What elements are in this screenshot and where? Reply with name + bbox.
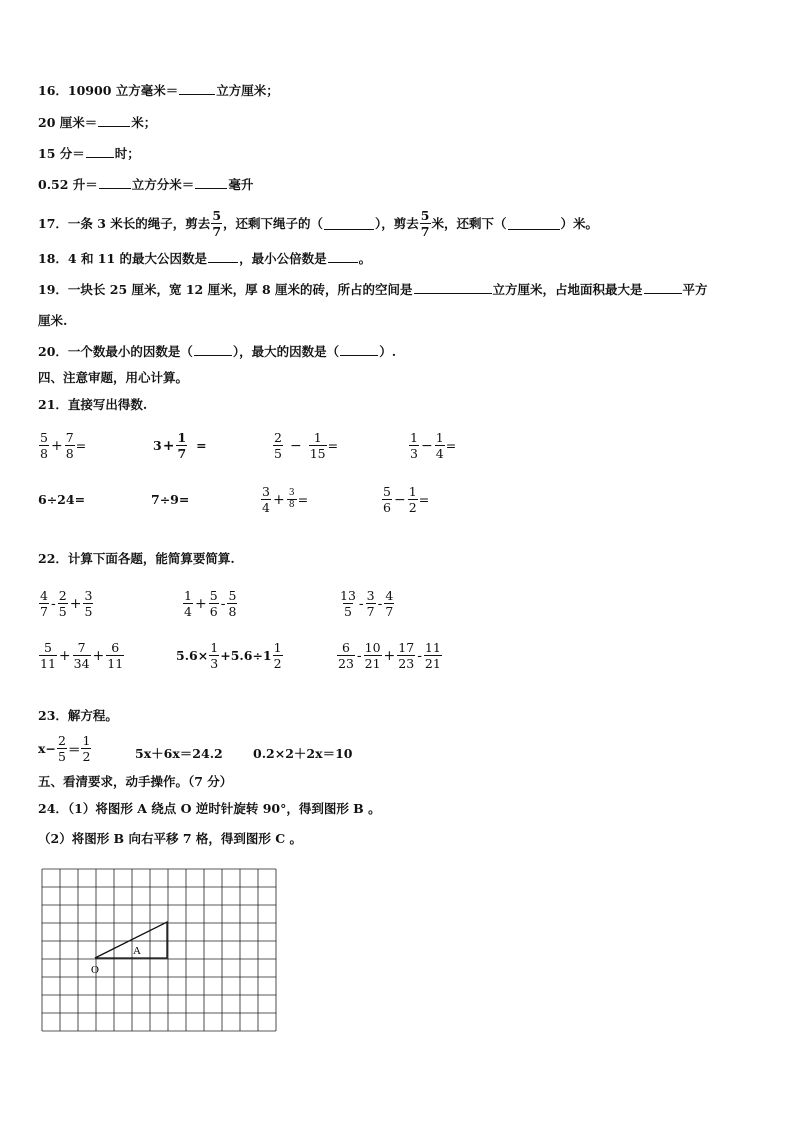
point-o-label: O	[91, 964, 99, 976]
answer-blank[interactable]	[414, 281, 492, 294]
answer-blank[interactable]	[195, 176, 227, 189]
q16-line3: 15 分＝ 时；	[38, 146, 140, 161]
q19-line2: 厘米.	[38, 313, 68, 328]
q22-expr-6: 6 23 - 10 21 + $\frac{17}{23}$ - 11 21	[338, 640, 441, 671]
answer-blank[interactable]	[328, 250, 358, 263]
answer-blank[interactable]	[99, 176, 131, 189]
q24-line2: （2）将图形 B 向右平移 7 格，得到图形 C 。	[38, 831, 303, 846]
q21-expr-8: 5 6 − $\frac{1}{2}$ =	[383, 484, 430, 515]
q22-expr-2: 1 4 + $\frac{5}{6}$ - 5 8	[184, 588, 237, 619]
q21-expr-5: 6÷24=	[38, 492, 86, 507]
q19-line1: 19．一块长 25 厘米，宽 12 厘米，厚 8 厘米的砖，所占的空间是 立方厘米，占地面积最大是 平方	[38, 282, 708, 297]
q18: 18．4 和 11 的最大公因数是 ，最小公倍数是 。	[38, 251, 372, 266]
answer-blank[interactable]	[508, 217, 560, 230]
shape-a-triangle	[95, 922, 167, 958]
answer-blank[interactable]	[208, 250, 238, 263]
q16-number: 16．	[38, 83, 68, 98]
answer-blank[interactable]	[86, 145, 114, 158]
q16-line1: 16．10900 立方毫米＝ 立方厘米；	[38, 83, 279, 98]
q20: 20．一个数最小的因数是（ ），最大的因数是（ ）.	[38, 344, 397, 359]
q16-line2: 20 厘米＝ 米；	[38, 115, 157, 130]
q22-expr-3: 13 5 - 3 7 - 4 7	[340, 588, 394, 619]
q21-expr-6: 7÷9=	[151, 492, 190, 507]
q21-expr-4: 1 3 − $\frac{1}{4}$ =	[410, 430, 457, 461]
q23-title: 23．解方程。	[38, 708, 118, 723]
grid-lines	[42, 869, 276, 1031]
grid-figure[interactable]	[41, 868, 277, 1032]
answer-blank[interactable]	[194, 343, 232, 356]
section-5-heading: 五、看清要求，动手操作。（7 分）	[38, 774, 233, 789]
q22-expr-1: 4 7 - 2 5 + $\frac{3}{5}$	[40, 588, 93, 619]
fraction: 5 7	[420, 208, 430, 239]
q21-expr-1: 5 8 + $\frac{7}{8}$ =	[40, 430, 87, 461]
q23-equation-2: 5x＋6x＝24.2	[135, 746, 223, 761]
q22-title: 22．计算下面各题，能简算要简算.	[38, 551, 235, 566]
answer-blank[interactable]	[179, 82, 215, 95]
q22-expr-5: 5.6× $\frac{1}{3}$ +5.6÷1 1 2	[176, 640, 282, 671]
shape-a-label: A	[133, 945, 141, 957]
q16-line4: 0.52 升＝ 立方分米＝ 毫升	[38, 177, 254, 192]
q24-line1: 24．（1）将图形 A 绕点 O 逆时针旋转 90°，得到图形 B 。	[38, 801, 381, 816]
section-4-heading: 四、注意审题，用心计算。	[38, 370, 189, 385]
answer-blank[interactable]	[340, 343, 378, 356]
q23-equation-3: 0.2×2＋2x＝10	[253, 746, 353, 761]
q21-expr-2: 3 + $\frac{1}{7}$ =	[153, 430, 207, 461]
q23-equation-1: x− $\frac{2}{5}$ ＝ 1 2	[38, 733, 91, 764]
answer-blank[interactable]	[644, 281, 682, 294]
q22-expr-4: 5 11 + $\frac{7}{34}$ + $\frac{6}{11}$	[40, 640, 124, 671]
fraction: 5 7	[212, 208, 222, 239]
answer-blank[interactable]	[324, 217, 374, 230]
q21-title: 21．直接写出得数.	[38, 397, 148, 412]
q21-expr-7: 3 4 + $\frac{3}{8}$ =	[262, 484, 309, 515]
q17: 17． 一条 3 米长的绳子，剪去 5 7 ，还剩下绳子的（ ），剪去 5 7 米，还剩下（ ）米。	[38, 208, 599, 239]
q21-expr-3: 2 5 − $\frac{1}{15}$ =	[274, 430, 339, 461]
answer-blank[interactable]	[98, 114, 130, 127]
